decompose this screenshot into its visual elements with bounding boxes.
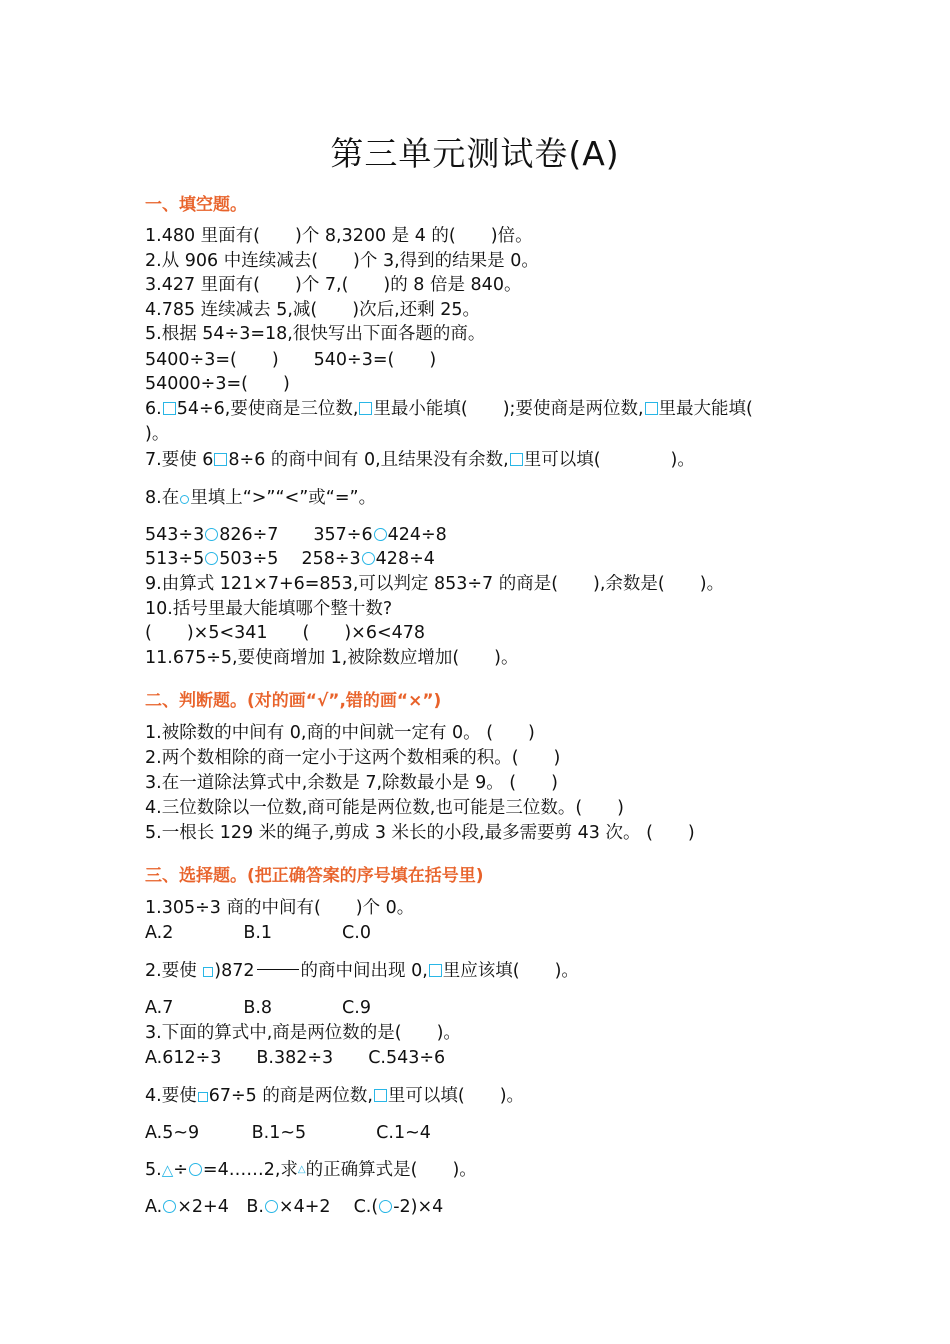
choice-question-2-options: A.7 B.8 C.9 — [145, 998, 371, 1018]
fill-question-2: 2.从 906 中连续减去( )个 3,得到的结果是 0。 — [145, 251, 539, 271]
circle-icon — [205, 552, 218, 565]
judge-question-4: 4.三位数除以一位数,商可能是两位数,也可能是三位数。( ) — [145, 798, 624, 818]
fill-question-5: 5.根据 54÷3=18,很快写出下面各题的商。 — [145, 324, 486, 344]
square-box-icon — [510, 453, 523, 466]
circle-icon — [362, 552, 375, 565]
fill-question-10-items: ( )×5<341 ( )×6<478 — [145, 623, 426, 643]
square-box-icon — [374, 1089, 387, 1102]
triangle-icon: △ — [161, 1161, 174, 1179]
choice-question-4: 4.要使 67÷5 的商是两位数, 里可以填( )。 — [145, 1086, 525, 1106]
circle-icon — [205, 528, 218, 541]
square-box-icon — [203, 967, 213, 977]
fill-question-1: 1.480 里面有( )个 8,3200 是 4 的( )倍。 — [145, 226, 533, 246]
fill-question-10: 10.括号里最大能填哪个整十数? — [145, 599, 393, 619]
judge-question-1: 1.被除数的中间有 0,商的中间就一定有 0。 ( ) — [145, 723, 535, 743]
judge-question-2: 2.两个数相除的商一定小于这两个数相乘的积。( ) — [145, 748, 561, 768]
square-box-icon — [198, 1092, 208, 1102]
page-title: 第三单元测试卷(A) — [330, 134, 620, 173]
section-choice-header: 三、选择题。(把正确答案的序号填在括号里) — [145, 866, 484, 886]
square-box-icon — [359, 402, 372, 415]
fill-question-8: 8.在 里填上“>”“<”或“=”。 — [145, 488, 377, 508]
triangle-icon: △ — [297, 1164, 306, 1175]
choice-question-3: 3.下面的算式中,商是两位数的是( )。 — [145, 1023, 461, 1043]
choice-question-1: 1.305÷3 商的中间有( )个 0。 — [145, 898, 415, 918]
fill-question-4: 4.785 连续减去 5,减( )次后,还剩 25。 — [145, 300, 480, 320]
fill-question-5-item-3: 54000÷3=( ) — [145, 374, 290, 394]
circle-icon — [374, 528, 387, 541]
choice-question-2: 2.要使 )872 的商中间出现 0, 里应该填( )。 — [145, 961, 579, 981]
fill-question-7: 7.要使 6 8÷6 的商中间有 0,且结果没有余数, 里可以填( )。 — [145, 450, 695, 470]
section-judge-header: 二、判断题。(对的画“√”,错的画“×”) — [145, 691, 442, 711]
judge-question-3: 3.在一道除法算式中,余数是 7,除数最小是 9。 ( ) — [145, 773, 558, 793]
square-box-icon — [214, 453, 227, 466]
square-box-icon — [163, 402, 176, 415]
division-bar-line — [257, 969, 299, 970]
fill-question-6: 6. 54÷6,要使商是三位数, 里最小能填( );要使商是两位数, 里最大能填( — [145, 399, 753, 419]
choice-question-5-options: A. ×2+4 B. ×4+2 C.( -2)×4 — [145, 1197, 444, 1217]
fill-question-9: 9.由算式 121×7+6=853,可以判定 853÷7 的商是( ),余数是( )。 — [145, 574, 725, 594]
circle-icon — [265, 1200, 278, 1213]
square-box-icon — [645, 402, 658, 415]
section-fill-in-header: 一、填空题。 — [145, 195, 247, 215]
circle-icon — [379, 1200, 392, 1213]
fill-question-11: 11.675÷5,要使商增加 1,被除数应增加( )。 — [145, 648, 519, 668]
circle-icon — [180, 495, 189, 504]
fill-question-8-row-1: 543÷3 826÷7 357÷6 424÷8 — [145, 525, 447, 545]
fill-question-8-row-2: 513÷5 503÷5 258÷3 428÷4 — [145, 549, 435, 569]
fill-question-3: 3.427 里面有( )个 7,( )的 8 倍是 840。 — [145, 275, 522, 295]
choice-question-1-options: A.2 B.1 C.0 — [145, 923, 371, 943]
choice-question-4-options: A.5~9 B.1~5 C.1~4 — [145, 1123, 431, 1143]
circle-icon — [189, 1163, 202, 1176]
circle-icon — [163, 1200, 176, 1213]
square-box-icon — [429, 964, 442, 977]
fill-question-6-end: )。 — [145, 424, 170, 444]
choice-question-5: 5.△÷ =4……2,求△的正确算式是( )。 — [145, 1160, 477, 1180]
choice-question-3-options: A.612÷3 B.382÷3 C.543÷6 — [145, 1048, 446, 1068]
judge-question-5: 5.一根长 129 米的绳子,剪成 3 米长的小段,最多需要剪 43 次。 ( ) — [145, 823, 695, 843]
fill-question-5-items: 5400÷3=( ) 540÷3=( ) — [145, 350, 437, 370]
